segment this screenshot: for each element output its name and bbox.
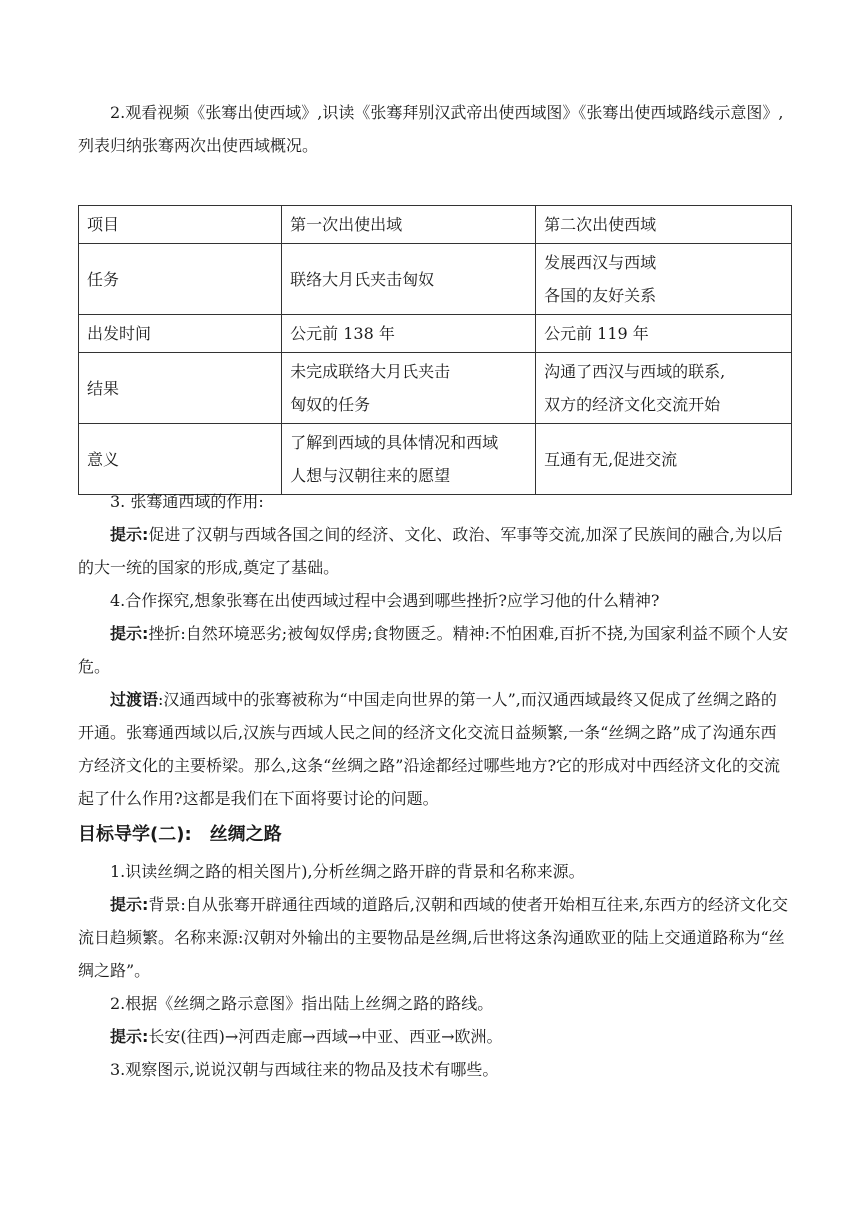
table-cell-item: 任务 xyxy=(79,244,282,315)
transition-label: 过渡语 xyxy=(110,690,159,709)
table-header-cell: 第一次出使出域 xyxy=(282,206,536,244)
table-cell-item: 意义 xyxy=(79,424,282,495)
section-heading-prefix: 目标导学(二): xyxy=(78,824,192,845)
cell-line: 公元前 138 年 xyxy=(290,324,395,343)
cell-line: 各国的友好关系 xyxy=(544,286,657,305)
question-4: 4.合作探究,想象张骞在出使西域过程中会遇到哪些挫折?应学习他的什么精神? xyxy=(110,591,660,610)
table-cell-item: 结果 xyxy=(79,353,282,424)
table-cell-second xyxy=(536,353,792,424)
table-row xyxy=(79,424,792,495)
table-cell-first xyxy=(282,244,536,315)
answer-text: 背景:自从张骞开辟通往西域的道路后,汉朝和西域的使者开始相互往来,东西方的经济文化交流日趋频繁。名称来源:汉朝对外输出的主要物品是丝绸,后世将这条沟通欧亚的陆上交通道路称为“丝绸之路”。 xyxy=(78,895,788,980)
section-heading xyxy=(78,815,792,855)
table-cell-first xyxy=(282,315,536,353)
cell-line: 人想与汉朝往来的愿望 xyxy=(290,466,451,485)
cell-line: 匈奴的任务 xyxy=(290,395,371,414)
answer-4 xyxy=(78,617,792,683)
table-row xyxy=(79,244,792,315)
cell-line: 联络大月氏夹击匈奴 xyxy=(290,269,435,289)
table-row xyxy=(79,353,792,424)
zhang-qian-missions-table xyxy=(78,205,792,495)
answer-3 xyxy=(78,518,792,584)
hint-label: 提示: xyxy=(110,624,149,643)
cell-line: 公元前 119 年 xyxy=(544,324,649,343)
s2-question-3: 3.观察图示,说说汉朝与西域往来的物品及技术有哪些。 xyxy=(110,1060,499,1079)
s2-answer-2 xyxy=(78,1020,792,1053)
hint-label: 提示: xyxy=(110,525,149,544)
table-cell-second xyxy=(536,315,792,353)
s2-question-1: 1.识读丝绸之路的相关图片),分析丝绸之路开辟的背景和名称来源。 xyxy=(110,862,585,881)
table-row xyxy=(79,315,792,353)
question-2-intro: 2.观看视频《张骞出使西域》,识读《张骞拜别汉武帝出使西域图》《张骞出使西域路线示意图》,列表归纳张骞两次出使西域概况。 xyxy=(78,103,784,155)
cell-line: 发展西汉与西域 xyxy=(544,253,657,272)
section-heading-title: 丝绸之路 xyxy=(209,824,282,845)
table-header-cell: 项目 xyxy=(79,206,282,244)
hint-label: 提示: xyxy=(110,1027,149,1046)
hint-label: 提示: xyxy=(110,895,149,914)
content-after-table xyxy=(78,485,792,1086)
cell-line: 双方的经济文化交流开始 xyxy=(544,395,721,414)
table-header-row xyxy=(79,206,792,244)
transition-paragraph xyxy=(78,683,792,815)
table-header-cell: 第二次出使西域 xyxy=(536,206,792,244)
cell-line: 未完成联络大月氏夹击 xyxy=(290,362,451,381)
table-cell-second xyxy=(536,424,792,495)
table-cell-second xyxy=(536,244,792,315)
table-cell-item: 出发时间 xyxy=(79,315,282,353)
table-cell-first xyxy=(282,424,536,495)
cell-line: 沟通了西汉与西域的联系, xyxy=(544,362,726,381)
s2-answer-1 xyxy=(78,888,792,987)
answer-text: 促进了汉朝与西域各国之间的经济、文化、政治、军事等交流,加深了民族间的融合,为以后的大一统的国家的形成,奠定了基础。 xyxy=(78,525,783,577)
transition-text: :汉通西域中的张骞被称为“中国走向世界的第一人”,而汉通西域最终又促成了丝绸之路的开通。张骞通西域以后,汉族与西域人民之间的经济文化交流日益频繁,一条“丝绸之路”成了沟通东西方经济文化的主要桥梁。那么,这条“丝绸之路”沿途都经过哪些地方?它的形成对中西经济文化的交流起了什么作用?这都是我们在下面将要讨论的问题。 xyxy=(78,690,781,808)
answer-text: 长安(往西)→河西走廊→西域→中亚、西亚→欧洲。 xyxy=(148,1027,503,1046)
question-3: 3. 张骞通西域的作用: xyxy=(110,492,264,511)
cell-line: 了解到西域的具体情况和西域 xyxy=(290,433,499,452)
cell-line: 互通有无,促进交流 xyxy=(544,449,678,469)
table-cell-first xyxy=(282,353,536,424)
s2-question-2: 2.根据《丝绸之路示意图》指出陆上丝绸之路的路线。 xyxy=(110,994,494,1013)
answer-text: 挫折:自然环境恶劣;被匈奴俘虏;食物匮乏。精神:不怕困难,百折不挠,为国家利益不顾个人安危。 xyxy=(78,624,789,676)
